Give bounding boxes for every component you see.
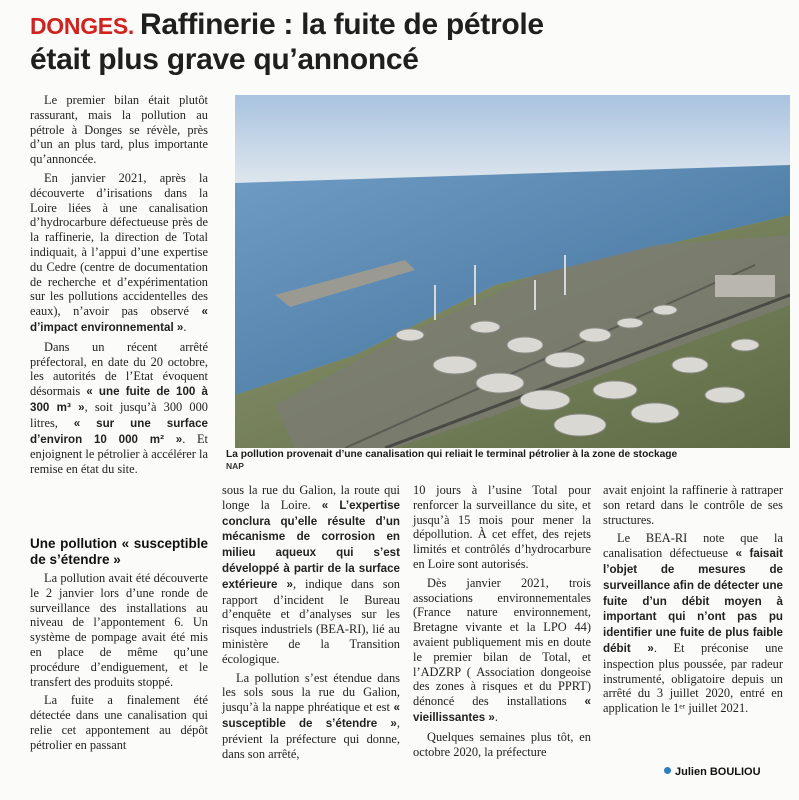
subheading: Une pollution « susceptible de s’étendre » <box>30 536 208 567</box>
column-1 <box>30 93 208 481</box>
photo-credit: NAP <box>226 461 244 471</box>
paragraph: La pollution s’est étendue dans les sols sous la rue du Galion, jusqu’à la nappe phréatique et est « susceptible de s’étendre », prévient la préfecture qui donne, dans son arrêté, <box>222 670 400 761</box>
paragraph: Le BEA-RI note que la canalisation défectueuse « faisait l’objet de mesures de surveillance afin de détecter une fuite d’un débit moyen à important qui n’ont pas pu identifier une fuite de plus faible débit ». Et préconise une inspection plus poussée, par radeur instrumenté, obligatoire depuis un arrêté du 3 juillet 2020, entré en application le 1ᵉʳ juillet 2021. <box>603 531 783 716</box>
paragraph: Dans un récent arrêté préfectoral, en date du 20 octobre, les autorités de l’Etat évoquent désormais « une fuite de 100 à 300 m³ », soit jusqu’à 300 000 litres, « sur une surface d’environ 10 000 m² ». Et enjoignent le pétrolier à accélérer la remise en état du site. <box>30 339 208 477</box>
paragraph: sous la rue du Galion, la route qui longe la Loire. « L’expertise conclura qu’elle résulte d’un mécanisme de corrosion en milieu aqueux qui s’est développé à partir de la surface extérieure », indique dans son rapport d’incident le Bureau d’enquête et d’analyses sur les risques industriels (BEA-RI), lié au ministère de la Transition écologique. <box>222 483 400 666</box>
byline <box>664 766 761 778</box>
paragraph: Dès janvier 2021, trois associations environnementales (France nature environnement, Bretagne vivante et la LPO 44) avaient publiquement mis en doute le premier bilan de Total, et l’ADZRP ( Association dongeoise des zones à risques et du PPRT) dénoncé des installations « vieillissantes ». <box>413 575 591 724</box>
paragraph: Quelques semaines plus tôt, en octobre 2020, la préfecture <box>413 729 591 759</box>
column-1-continued <box>30 530 208 757</box>
bullet-icon <box>664 767 671 774</box>
paragraph: avait enjoint la raffinerie à rattraper son retard dans le contrôle de ses structures. <box>603 483 783 527</box>
headline <box>30 8 790 77</box>
column-2 <box>222 483 400 765</box>
column-4 <box>603 483 783 720</box>
paragraph: La pollution avait été découverte le 2 janvier lors d’une ronde de surveillance des installations au niveau de l’appontement 6. Un système de pompage avait été mis en place de même qu’une procédure d’endiguement, et le transfert des produits stoppé. <box>30 571 208 689</box>
paragraph-lead: Le premier bilan était plutôt rassurant, mais la pollution au pétrole à Donges se révèle, près d’un an plus tard, plus importante qu’annoncée. <box>30 93 208 167</box>
kicker: DONGES. <box>30 13 134 39</box>
title-line-2: était plus grave qu’annoncé <box>30 43 419 76</box>
author-name: Julien BOULIOU <box>675 766 761 778</box>
paragraph: 10 jours à l’usine Total pour renforcer la surveillance du site, et jusqu’à 15 mois pour mener la dépollution. À cet effet, des rejets limités et contrôlés d’hydrocarbure en Loire sont autorisés. <box>413 483 591 571</box>
photo-caption: La pollution provenait d’une canalisation qui reliait le terminal pétrolier à la zone de stockage <box>226 449 678 460</box>
title-line-1: Raffinerie : la fuite de pétrole <box>139 8 544 41</box>
paragraph: La fuite a finalement été détectée dans une canalisation qui relie cet appontement au dépôt pétrolier en passant <box>30 693 208 752</box>
article-photo-refinery <box>235 95 790 448</box>
paragraph: En janvier 2021, après la découverte d’irisations dans la Loire liées à une canalisation d’hydrocarbure défectueuse près de la raffinerie, la direction de Total indiquait, à l’appui d’une expertise du Cedre (centre de documentation de recherche et d’expérimentation sur les pollutions accidentelles des eaux), n’avoir pas observé « d’impact environnemental ». <box>30 170 208 334</box>
column-3 <box>413 483 591 763</box>
aerial-refinery-illustration <box>235 95 790 448</box>
headline-line-1 <box>30 8 790 43</box>
